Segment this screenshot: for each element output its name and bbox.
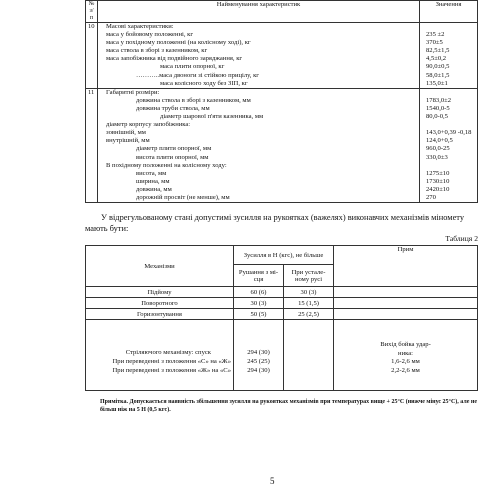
characteristic-value: 1783,0±2	[426, 96, 452, 104]
characteristic-value: 270	[426, 193, 436, 201]
force-travel: 50 (5)	[234, 309, 284, 320]
row-number: 11	[86, 88, 98, 202]
trigger-note: 2,2-2,6 мм	[391, 366, 420, 374]
characteristic-value: 330,0±3	[426, 153, 448, 161]
trigger-mechanism	[86, 320, 234, 391]
characteristic-label: ………..маса двоноги зі стійкою прицілу, кг	[136, 71, 259, 79]
header-name: Найменування характеристик	[98, 1, 420, 23]
characteristic-value: 1275±10	[426, 169, 450, 177]
characteristic-value: 80,0-0,5	[426, 113, 448, 121]
characteristic-label: Габаритні розміри:	[106, 88, 160, 96]
characteristic-label: ширина, мм	[136, 177, 170, 185]
characteristic-value: 960,0-25	[426, 145, 450, 153]
force-steady: 30 (3)	[284, 287, 334, 298]
table2-header-row	[86, 246, 478, 265]
force-note	[334, 287, 478, 298]
characteristic-label: довжина, мм	[136, 185, 172, 193]
force-note	[334, 298, 478, 309]
row-values	[420, 23, 478, 89]
characteristic-value: 90,0±0,5	[426, 63, 450, 71]
header-mechanism: Механізми	[86, 246, 234, 287]
force-travel: 60 (6)	[234, 287, 284, 298]
table-header-row	[86, 1, 478, 23]
header-value: Значення	[420, 1, 478, 23]
characteristic-value: 2420±10	[426, 185, 450, 193]
characteristic-label: маса плити опорної, кг	[160, 63, 225, 71]
trigger-notes	[334, 320, 478, 391]
characteristic-label: довжина труби ствола, мм	[136, 104, 210, 112]
characteristic-value: 235 ±2	[426, 31, 445, 39]
subheader-travel: Рушання з мі-сця	[234, 265, 284, 287]
characteristic-label: діаметр шарової п'яти казенника, мм	[160, 113, 264, 121]
trigger-note: ника:	[398, 349, 413, 357]
table-row	[86, 309, 478, 320]
trigger-line: При переведенні з положення «С» на «Ж»	[112, 357, 231, 365]
characteristic-value: 4,5±0,2	[426, 55, 447, 63]
table-row	[86, 298, 478, 309]
characteristic-label: висота плити опорної, мм	[136, 153, 209, 161]
characteristic-value: 143,0+0,39 -0,18	[426, 129, 472, 137]
table-row-trigger	[86, 320, 478, 391]
trigger-value: 245 (25)	[247, 357, 270, 365]
force-note	[334, 309, 478, 320]
characteristic-value	[422, 121, 475, 129]
characteristic-label: маса у похідному положенні (на колісному ході), кг	[106, 39, 251, 47]
row-names	[98, 23, 420, 89]
mechanism-name: Поворотного	[86, 298, 234, 309]
subheader-steady: При устале-ному русі	[284, 265, 334, 287]
trigger-note: 1,6-2,6 мм	[391, 358, 420, 365]
row-names	[98, 88, 420, 202]
characteristic-value: 370±5	[426, 39, 443, 47]
characteristic-label: внутрішній, мм	[106, 137, 150, 145]
force-steady: 25 (2,5)	[284, 309, 334, 320]
characteristic-value	[422, 162, 475, 170]
characteristic-label: маса колісного ходу без ЗІП, кг	[160, 79, 248, 87]
characteristic-label: Масові характеристики:	[106, 23, 174, 30]
characteristic-value: 1540,0-5	[426, 104, 450, 112]
forces-table	[85, 245, 478, 391]
table-row	[86, 23, 478, 89]
characteristic-label: В похідному положенні на колісному ходу:	[106, 161, 227, 169]
trigger-empty	[284, 320, 334, 391]
mechanism-name: Підйому	[86, 287, 234, 298]
characteristic-value: 58,0±1,5	[426, 71, 450, 79]
trigger-values	[234, 320, 284, 391]
force-steady: 15 (1,5)	[284, 298, 334, 309]
force-travel: 30 (3)	[234, 298, 284, 309]
characteristics-table	[85, 0, 478, 203]
table-row	[86, 287, 478, 298]
characteristic-value	[422, 23, 475, 31]
trigger-line: При переведенні з положення «Ж» на «С»	[112, 366, 231, 374]
footnote: Примітка. Допускається наявність збільшення зусилля на рукоятках механізмів при температурах вище + 25°С (нижче мінус 25°С), але не більш ніж на 5 Н (0,5 кгс).	[100, 399, 477, 413]
characteristic-value: 135,0±1	[426, 79, 448, 87]
table-caption: Таблиця 2	[445, 234, 478, 243]
mechanism-name: Горизонтування	[86, 309, 234, 320]
trigger-value: 294 (30)	[247, 366, 270, 374]
trigger-note: Вихід бойка удар-	[380, 341, 431, 348]
header-number: № з/п	[86, 1, 98, 23]
characteristic-value	[422, 89, 475, 97]
characteristic-label: діаметр корпусу запобіжника:	[106, 121, 191, 129]
characteristic-label: маса ствола в зборі з казенником, кг	[106, 47, 208, 55]
characteristic-label: діаметр плити опорної, мм	[136, 145, 212, 153]
row-number: 10	[86, 23, 98, 89]
row-values	[420, 88, 478, 202]
characteristic-value: 1730±10	[426, 177, 450, 185]
header-note: Прим	[334, 246, 478, 287]
table-row	[86, 88, 478, 202]
characteristic-label: дорожній просвіт (не менше), мм	[136, 193, 230, 201]
characteristic-label: висота, мм	[136, 169, 167, 177]
header-force: Зусилля в Н (кгс), не більше	[234, 246, 334, 265]
characteristic-label: маса запобіжника від подвійного заряджання, кг	[106, 55, 243, 63]
page-number: 5	[270, 476, 275, 486]
characteristic-label: зовнішній, мм	[106, 129, 146, 137]
characteristic-value: 124,0+0,5	[426, 137, 453, 145]
trigger-line: Стріляючого механізму: спуск	[125, 348, 211, 356]
characteristic-label: довжина ствола в зборі з казенником, мм	[136, 96, 251, 104]
trigger-value: 294 (30)	[247, 348, 270, 356]
characteristic-value: 82,5±1,5	[426, 47, 450, 55]
body-paragraph: У відрегульованому стані допустимі зусилля на рукоятках (важелях) виконавчих механізмів міномету мають бути:	[85, 213, 465, 233]
characteristic-label: маса у бойовому положенні, кг	[106, 31, 194, 39]
